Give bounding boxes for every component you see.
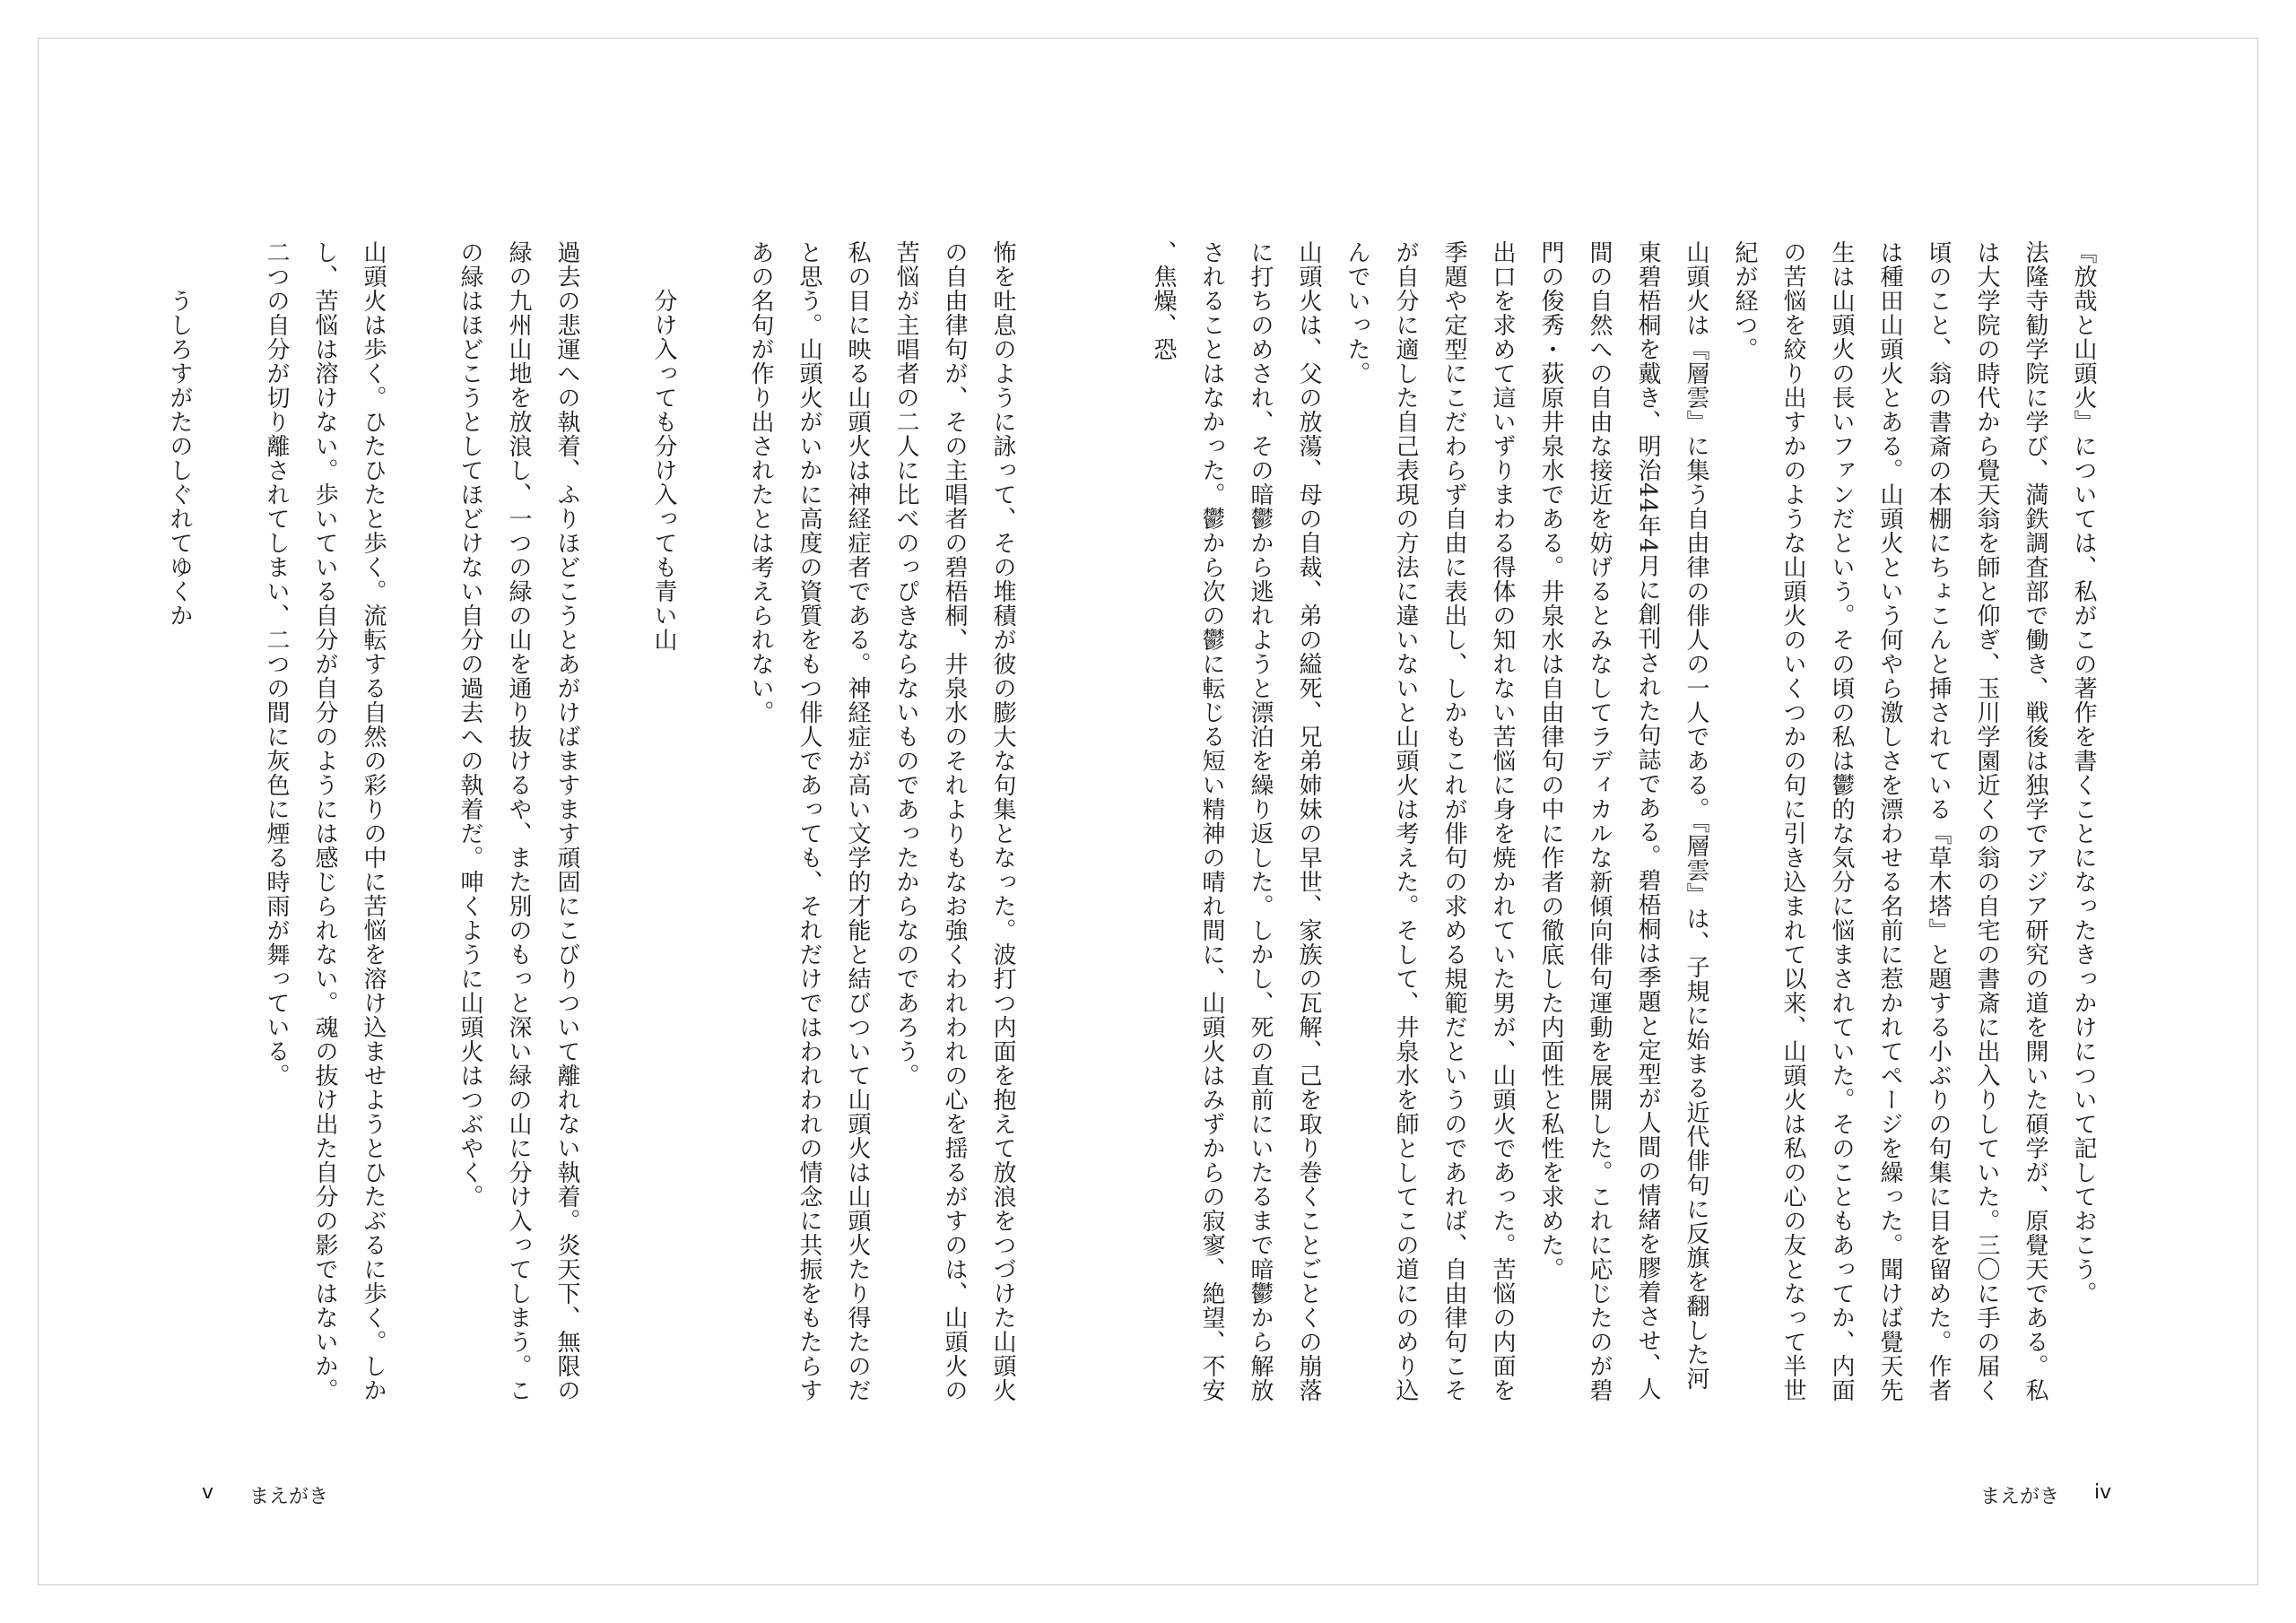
right-running-head: まえがき — [1980, 1486, 2060, 1508]
left-running-head: まえがき — [249, 1486, 329, 1508]
left-page-body-text: 怖を吐息のように詠って、その堆積が彼の膨大な句集となった。波打つ内面を抱えて放浪をつづけた山頭火の自由律句が、その主唱者の碧梧桐、井泉水のそれよりもなお強くわれわれの心を揺るがすのは、山頭火の苦悩が主唱者の二人に比べのっぴきならないものであったからなのであろう。 私の目に映る山頭火は神経症者である。神経症が高い文学的才能と結びついて山頭火は山頭火たり得たのだと思う。山頭火がいかに高度の資質をもつ俳人であっても、それだけではわれわれの情念に共振をもたらすあの名句が作り出されたとは考えられない。 分け入っても分け入っても青い山 過去の悲運への執着、ふりほどこうとあがけばますます頑固にこびりついて離れない執着。炎天下、無限の緑の九州山地を放浪し、一つの緑の山を通り抜けるや、また別のもっと深い緑の山に分け入ってしまう。この緑はほどこうとしてほどけない自分の過去への執着だ。呻くように山頭火はつぶやく。 山頭火は歩く。ひたひたと歩く。流転する自然の彩りの中に苦悩を溶け込ませようとひたぶるに歩く。しかし、苦悩は溶けない。歩いている自分が自分のようには感じられない。魂の抜け出た自分の影ではないか。二つの自分が切り離されてしまい、二つの間に灰色に煙る時雨が舞っている。 うしろすがたのしぐれてゆくか — [166, 240, 1016, 1402]
right-page-body-text: 『放哉と山頭火』については、私がこの著作を書くことになったきっかけについて記しておこう。 法隆寺勧学院に学び、満鉄調査部で働き、戦後は独学でアジア研究の道を開いた碩学が、原覺天である。私は大学院の時代から覺天翁を師と仰ぎ、玉川学園近くの翁の自宅の書斎に出入りしていた。三〇に手の届く頃のこと、翁の書斎の本棚にちょこんと挿されている『草木塔』と題する小ぶりの句集に目を留めた。作者は種田山頭火とある。山頭火という何やら激しさを漂わせる名前に惹かれてページを繰った。聞けば覺天先生は山頭火の長いファンだという。その頃の私は鬱的な気分に悩まされていた。そのこともあってか、内面の苦悩を絞り出すかのような山頭火のいくつかの句に引き込まれて以来、山頭火は私の心の友となって半世紀が経つ。 山頭火は『層雲』に集う自由律の俳人の一人である。『層雲』は、子規に始まる近代俳句に反旗を翻した河東碧梧桐を戴き、明治44年4月に創刊された句誌である。碧梧桐は季題と定型が人間の情緒を膠着させ、人間の自然への自由な接近を妨げるとみなしてラディカルな新傾向俳句運動を展開した。これに応じたのが碧門の俊秀・荻原井泉水である。井泉水は自由律句の中に作者の徹底した内面性と私性を求めた。 出口を求めて這いずりまわる得体の知れない苦悩に身を焼かれていた男が、山頭火であった。苦悩の内面を季題や定型にこだわらず自由に表出し、しかもこれが俳句の求める規範だというのであれば、自由律句こそが自分に適した自己表現の方法に違いないと山頭火は考えた。そして、井泉水を師としてこの道にのめり込んでいった。 山頭火は、父の放蕩、母の自裁、弟の縊死、兄弟姉妹の早世、家族の瓦解、己を取り巻くことごとくの崩落に打ちのめされ、その暗鬱から逃れようと漂泊を繰り返した。しかし、死の直前にいたるまで暗鬱から解放されることはなかった。鬱から次の鬱に転じる短い精神の晴れ間に、山頭火はみずからの寂寥、絶望、不安、焦燥、恐 — [1150, 240, 2097, 1402]
left-page-number: v — [202, 1481, 214, 1504]
right-page-number: iv — [2094, 1481, 2112, 1504]
